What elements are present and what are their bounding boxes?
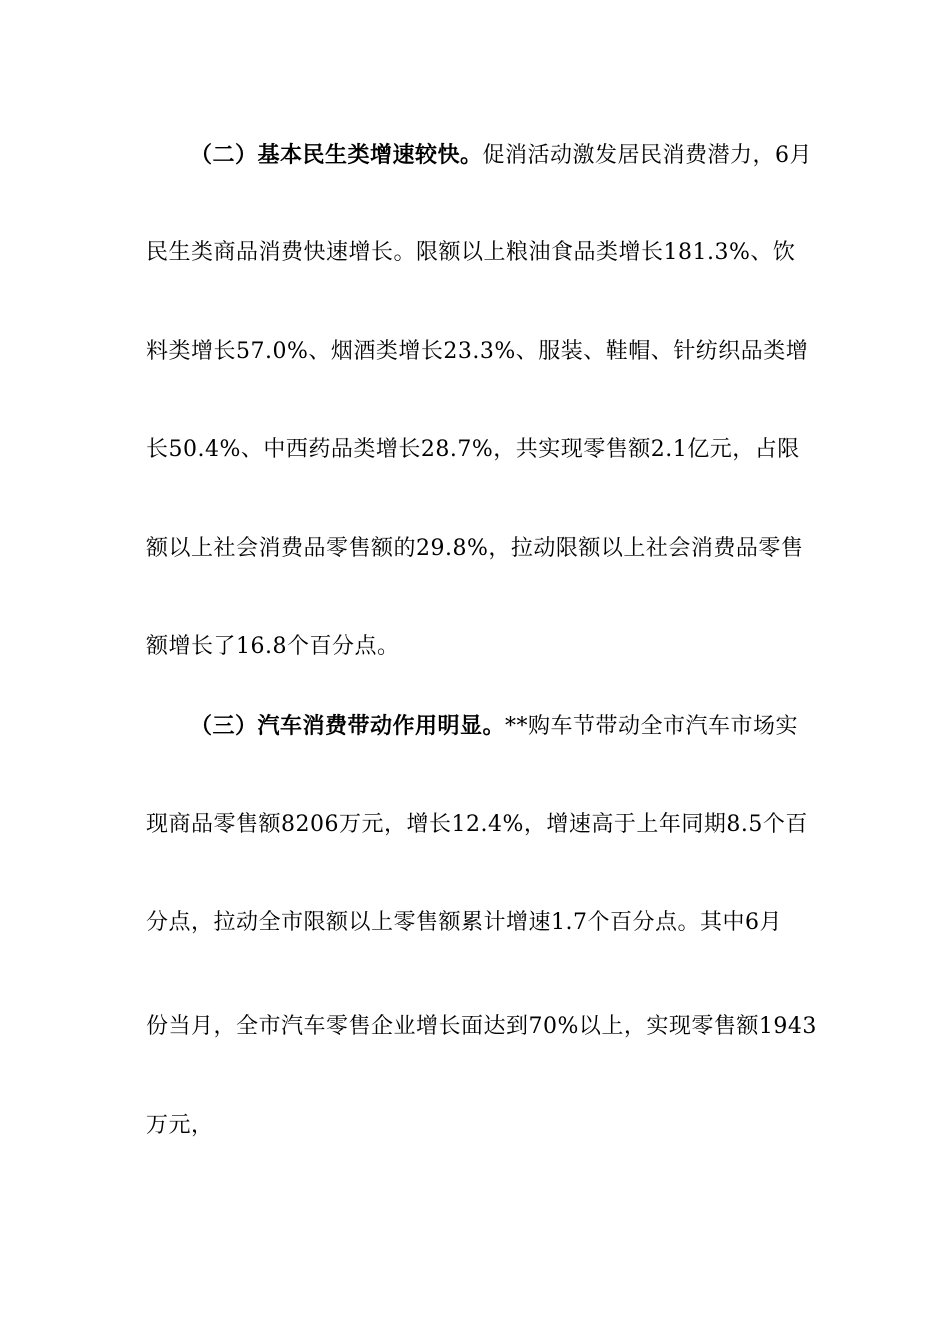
paragraph-2-line-3: 料类增长57.0%、烟酒类增长23.3%、服装、鞋帽、针纺织品类增 [146,339,809,364]
paragraph-3-line-2: 现商品零售额8206万元，增长12.4%，增速高于上年同期8.5个百 [146,812,808,837]
paragraph-3-heading: （三）汽车消费带动作用明显。 [190,713,506,739]
paragraph-2-line-1-text: 促消活动激发居民消费潜力，6月 [482,143,813,168]
paragraph-3-line-5: 万元， [146,1113,214,1138]
paragraph-2-line-1 [190,140,813,171]
paragraph-3-line-3: 分点，拉动全市限额以上零售额累计增速1.7个百分点。其中6月 [146,910,782,935]
paragraph-2-line-5: 额以上社会消费品零售额的29.8%，拉动限额以上社会消费品零售 [146,536,804,561]
paragraph-3-line-1 [190,711,806,742]
paragraph-3-line-4: 份当月，全市汽车零售企业增长面达到70%以上，实现零售额1943 [146,1014,817,1039]
paragraph-2-line-2: 民生类商品消费快速增长。限额以上粮油食品类增长181.3%、饮 [146,240,796,265]
paragraph-2-line-6: 额增长了16.8个百分点。 [146,634,400,659]
paragraph-2-heading: （二）基本民生类增速较快。 [190,142,483,168]
paragraph-3-line-1-text: **购车节带动全市汽车市场实 [505,714,799,739]
paragraph-2-line-4: 长50.4%、中西药品类增长28.7%，共实现零售额2.1亿元，占限 [146,437,800,462]
